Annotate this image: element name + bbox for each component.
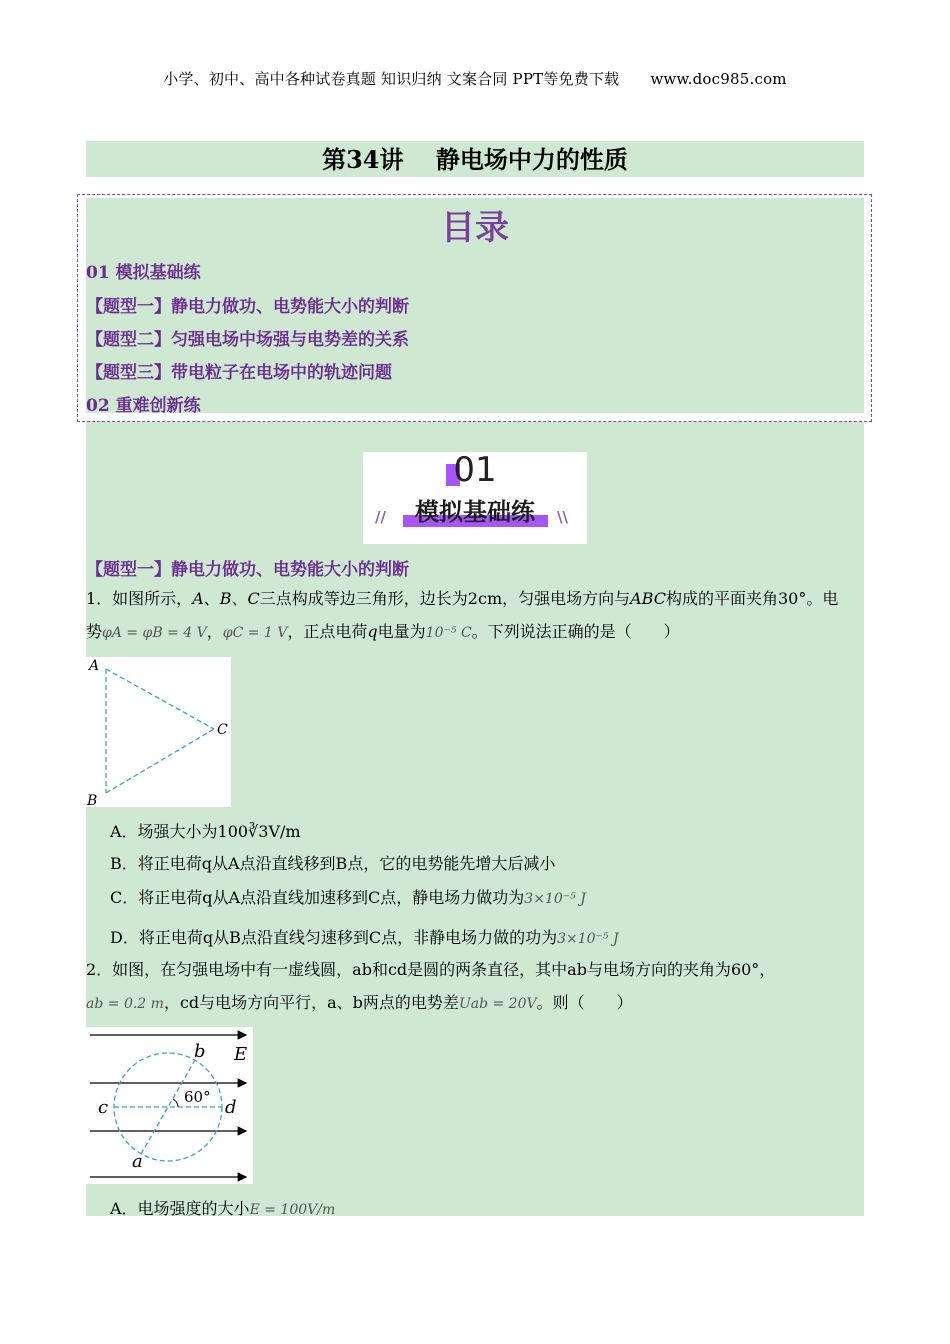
fig-label-c: C xyxy=(217,722,228,738)
q2-text: ，cd与电场方向平行，a、b两点的电势差 xyxy=(163,993,459,1012)
q2-length: ab = 0.2 m xyxy=(86,996,164,1012)
fig-label-angle: 60° xyxy=(184,1088,211,1106)
q1-sep: 、 xyxy=(203,589,220,608)
toc-item-5[interactable]: 02 重难创新练 xyxy=(86,396,201,416)
toc-item-3[interactable]: 【题型二】匀强电场中场强与电势差的关系 xyxy=(86,330,409,350)
header-text: 小学、初中、高中各种试卷真题 知识归纳 文案合同 PPT等免费下载 xyxy=(163,70,620,88)
q1-charge-value: 10⁻⁵ C xyxy=(425,625,472,641)
q1-point-a: A xyxy=(192,589,204,608)
q1-triangle-figure xyxy=(86,657,231,807)
toc-item-1[interactable]: 01 模拟基础练 xyxy=(86,263,201,283)
fig-label-c: c xyxy=(98,1097,109,1118)
q1-text: ，正点电荷 xyxy=(287,622,368,641)
banner-deco-right: \\ xyxy=(557,508,568,526)
q1-text: 三点构成等边三角形，边长为2cm，匀强电场方向与 xyxy=(259,589,631,608)
banner-number: 01 xyxy=(453,450,497,490)
option-text: C．将正电荷q从A点沿直线加速移到C点，静电场力做功为 xyxy=(110,888,525,907)
q1-potential-ab: φA = φB = 4 V xyxy=(102,625,207,641)
q2-text: 。则（ ） xyxy=(536,993,633,1012)
q2-potential-diff: Uab = 20V xyxy=(458,996,537,1012)
option-value: 3×10⁻⁵ J xyxy=(524,891,586,907)
q2-line2 xyxy=(86,993,866,1014)
q1-potential-c: φC = 1 V xyxy=(222,625,288,641)
q1-point-b: B xyxy=(219,589,232,608)
q1-option-d[interactable] xyxy=(110,925,619,948)
banner-deco-left: // xyxy=(375,508,386,526)
q1-text: 。下列说法正确的是（ ） xyxy=(471,622,680,641)
page-header xyxy=(0,68,950,89)
section-banner xyxy=(363,452,587,544)
q1-point-c: C xyxy=(247,589,260,608)
q2-circle-figure xyxy=(86,1027,253,1184)
q2-line1: 2．如图，在匀强电场中有一虚线圆，ab和cd是圆的两条直径，其中ab与电场方向的夹角为60°， xyxy=(86,960,776,979)
q1-option-c[interactable] xyxy=(110,885,586,908)
q1-option-a[interactable]: A．场强大小为100∛3V/m xyxy=(110,822,301,841)
option-text: A．电场强度的大小 xyxy=(110,1199,250,1218)
q1-charge-symbol: q xyxy=(367,622,378,641)
toc-item-4[interactable]: 【题型三】带电粒子在电场中的轨迹问题 xyxy=(86,363,392,383)
option-value: 3×10⁻⁵ J xyxy=(557,931,619,947)
fig-label-b: b xyxy=(194,1041,206,1062)
triangle-side-ac xyxy=(106,669,214,729)
q2-option-a[interactable] xyxy=(110,1196,335,1219)
banner-label: 模拟基础练 xyxy=(415,498,535,526)
q1-line2 xyxy=(86,622,866,643)
option-value: E = 100V/m xyxy=(249,1202,336,1218)
fig-label-e: E xyxy=(234,1044,248,1065)
q1-text: 1．如图所示， xyxy=(86,589,193,608)
angle-arc xyxy=(173,1099,178,1107)
q1-plane-abc: ABC xyxy=(630,589,666,608)
q1-option-b[interactable]: B．将正电荷q从A点沿直线移到B点，它的电势能先增大后减小 xyxy=(110,854,556,873)
lesson-title: 第34讲 静电场中力的性质 xyxy=(86,141,864,177)
toc-item-2[interactable]: 【题型一】静电力做功、电势能大小的判断 xyxy=(86,297,409,317)
q1-sep: 、 xyxy=(231,589,248,608)
q1-line1 xyxy=(86,589,866,609)
fig-label-b: B xyxy=(87,793,98,807)
q1-text: 电量为 xyxy=(377,622,426,641)
section-heading-1: 【题型一】静电力做功、电势能大小的判断 xyxy=(86,560,409,580)
q1-text: 势 xyxy=(86,622,103,641)
header-url[interactable]: www.doc985.com xyxy=(650,70,787,88)
triangle-side-bc xyxy=(106,729,214,793)
fig-label-d: d xyxy=(225,1097,237,1118)
fig-label-a: a xyxy=(132,1151,143,1172)
toc-heading: 目录 xyxy=(441,208,509,248)
q1-text: ， xyxy=(206,622,223,641)
fig-label-a: A xyxy=(89,658,100,674)
q1-text: 构成的平面夹角30°。电 xyxy=(665,589,839,608)
option-text: D．将正电荷q从B点沿直线匀速移到C点，非静电场力做的功为 xyxy=(110,928,558,947)
